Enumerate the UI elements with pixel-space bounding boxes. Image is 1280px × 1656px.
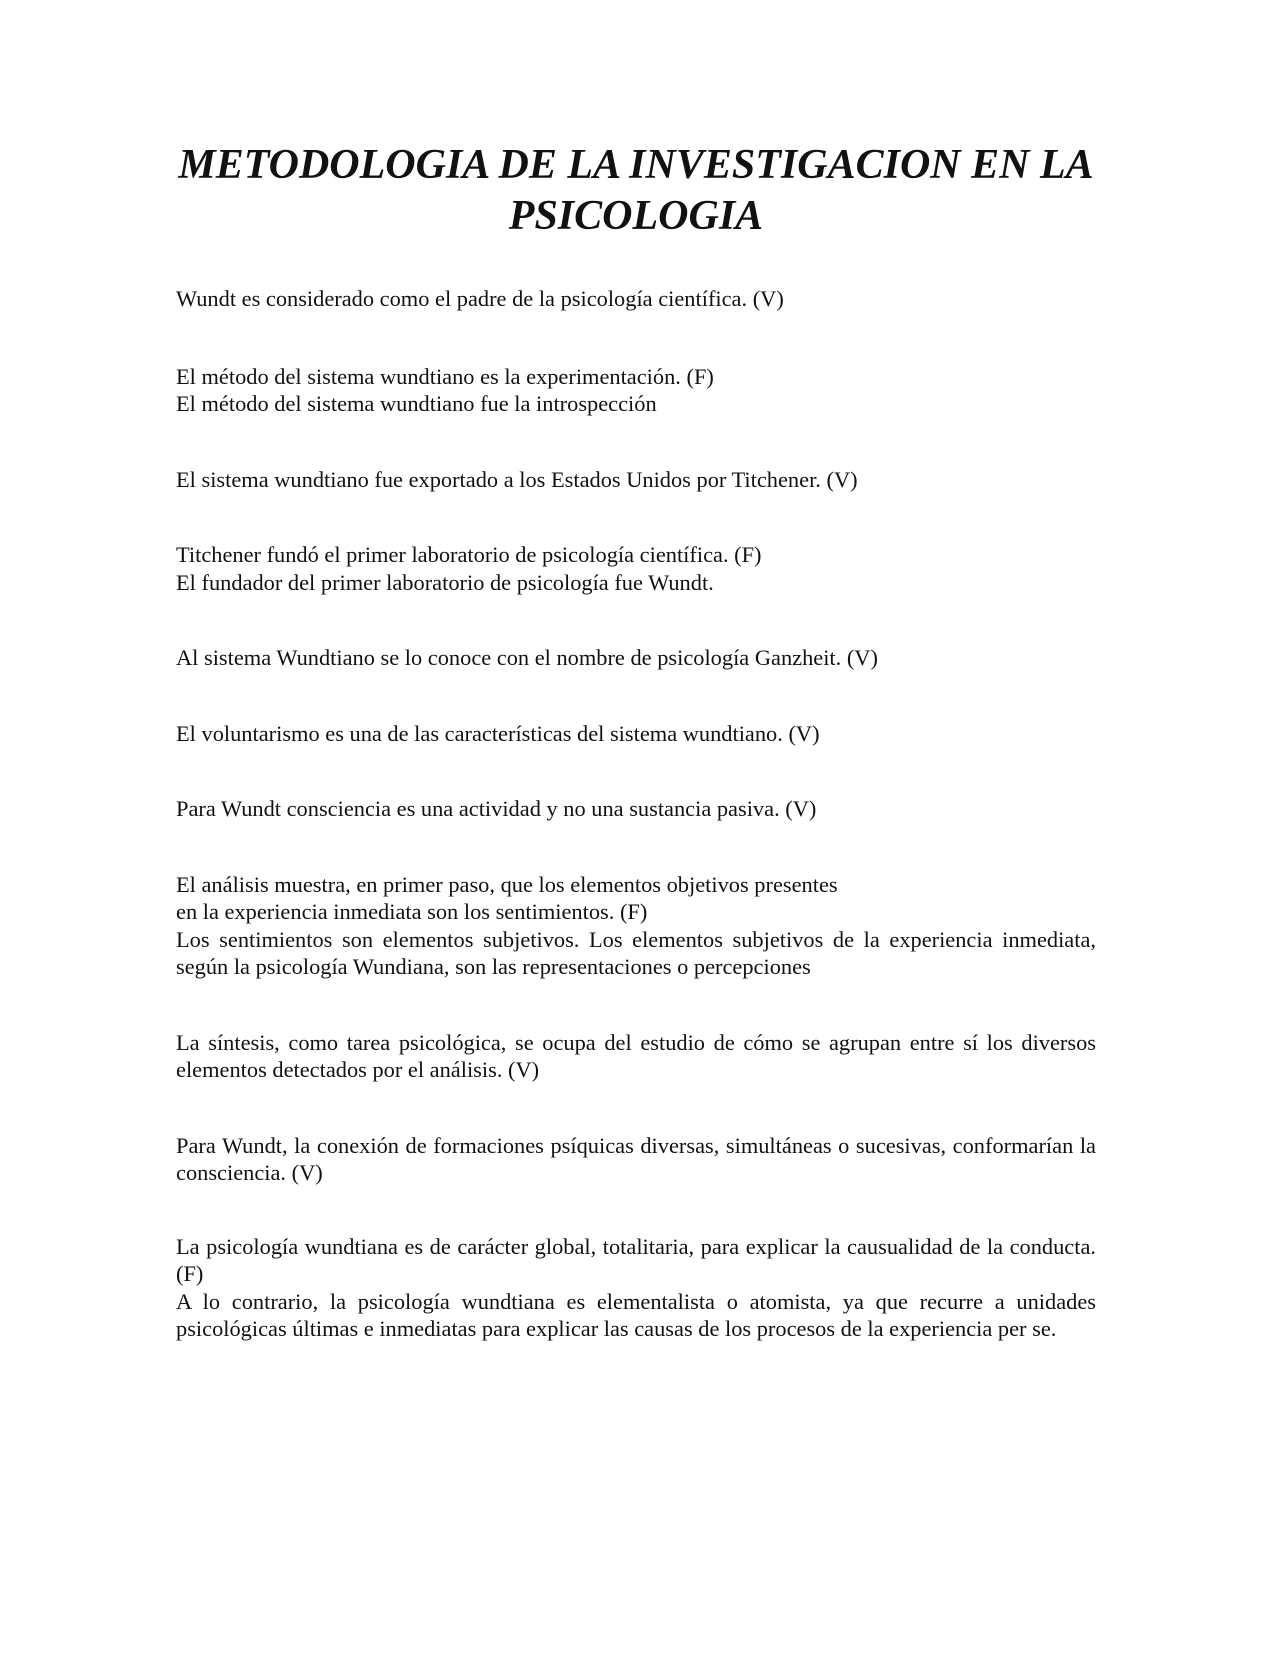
statement-item-5 <box>176 644 1096 672</box>
statement-text: Wundt es considerado como el padre de la psicología científica. (V) <box>176 286 784 311</box>
correction-text: El fundador del primer laboratorio de psicología fue Wundt. <box>176 569 714 595</box>
statement-item-9 <box>176 1029 1096 1084</box>
statement-item-1 <box>176 285 1096 313</box>
title-line-2: PSICOLOGIA <box>508 193 764 239</box>
statement-item-8 <box>176 871 1096 981</box>
title-line-1: METODOLOGIA DE LA INVESTIGACION EN LA <box>178 142 1094 188</box>
statement-text: El voluntarismo es una de las características del sistema wundtiano. (V) <box>176 720 820 746</box>
statement-text: La psicología wundtiana es de carácter global, totalitaria, para explicar la causualidad de la conducta. (F) <box>176 1233 1096 1286</box>
correction-text: El método del sistema wundtiano fue la introspección <box>176 391 657 416</box>
statement-item-2 <box>176 363 1096 418</box>
statement-text: Al sistema Wundtiano se lo conoce con el nombre de psicología Ganzheit. (V) <box>176 645 878 670</box>
statement-text: Titchener fundó el primer laboratorio de psicología científica. (F) <box>176 542 762 567</box>
statement-text: Para Wundt consciencia es una actividad y no una sustancia pasiva. (V) <box>176 796 817 821</box>
statement-item-4 <box>176 541 1096 596</box>
document-title <box>176 140 1096 242</box>
document-page <box>176 140 1096 1343</box>
correction-text: A lo contrario, la psicología wundtiana es elementalista o atomista, ya que recurre a unidades psicológicas últimas e inmediatas para explicar las causas de los procesos de la experiencia per se. <box>176 1288 1096 1341</box>
statement-text: El método del sistema wundtiano es la experimentación. (F) <box>176 363 714 389</box>
statement-line-2: en la experiencia inmediata son los sentimientos. (F) <box>176 899 648 924</box>
statement-item-3 <box>176 466 1096 494</box>
statement-item-7 <box>176 795 1096 823</box>
statement-text: El sistema wundtiano fue exportado a los Estados Unidos por Titchener. (V) <box>176 466 858 492</box>
correction-text: Los sentimientos son elementos subjetivos. Los elementos subjetivos de la experiencia inmediata, según la psicología Wundiana, son las representaciones o percepciones <box>176 926 1096 979</box>
statement-text: Para Wundt, la conexión de formaciones psíquicas diversas, simultáneas o sucesivas, conformarían la consciencia. (V) <box>176 1132 1096 1185</box>
statement-text: La síntesis, como tarea psicológica, se ocupa del estudio de cómo se agrupan entre sí los diversos elementos detectados por el análisis. (V) <box>176 1029 1096 1082</box>
statement-line-1: El análisis muestra, en primer paso, que los elementos objetivos presentes <box>176 871 838 897</box>
statement-item-10 <box>176 1132 1096 1187</box>
statement-item-11 <box>176 1233 1096 1343</box>
statement-item-6 <box>176 720 1096 748</box>
